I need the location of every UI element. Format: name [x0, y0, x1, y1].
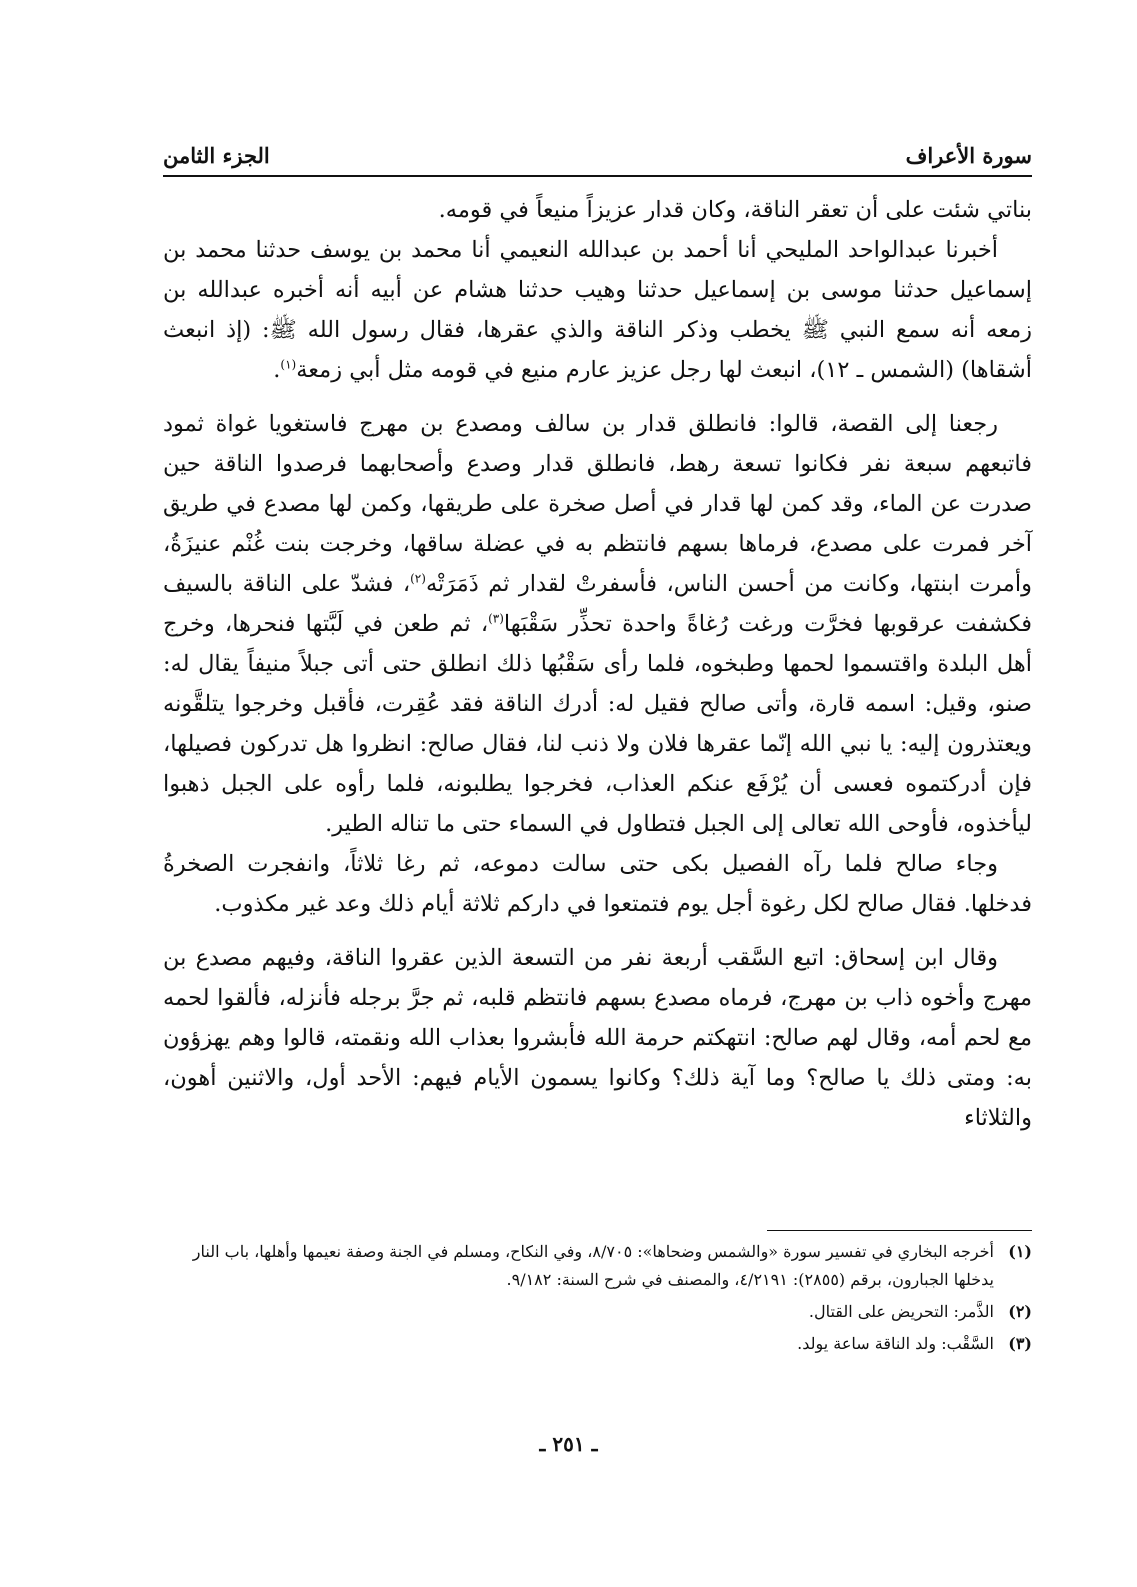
footnote-text: السَّقْب: ولد الناقة ساعة يولد.	[797, 1334, 994, 1353]
footnote-ref: (٣)	[488, 611, 504, 626]
footnote-number: (٣)	[1008, 1334, 1032, 1353]
paragraph: رجعنا إلى القصة، قالوا: فانطلق قدار بن سالف ومصدع بن مهرج فاستغويا غواة ثمود فاتبعهم سبعة نفر فكانوا تسعة رهط، فانطلق قدار وصدع وأصحابهما فرصدوا الناقة حين صدرت عن الماء، وقد كمن لها قدار في أصل صخرة على طريقها، وكمن لها مصدع في طريق آخر فمرت على مصدع، فرماها بسهم فانتظم به في عضلة ساقها، وخرجت بنت غُنْم عنيزَةُ، وأمرت ابنتها، وكانت من أحسن الناس، فأسفرتْ لقدار ثم ذَمَرَتْه$^{(٢)}$، فشدّ على الناقة بالسيف فكشفت عرقوبها فخرَّت ورغت رُغاةً واحدة تحذِّر سَقْبَها$^{(٣)}$، ثم طعن في لَبَّتها فنحرها، وخرج أهل البلدة واقتسموا لحمها وطبخوه، فلما رأى سَقْبُها ذلك انطلق حتى أتى جبلاً منيفاً يقال له: صنو، وقيل: اسمه قارة، وأتى صالح فقيل له: أدرك الناقة فقد عُقِرت، فأقبل وخرجوا يتلقَّونه ويعتذرون إليه: يا نبي الله إنّما عقرها فلان ولا ذنب لنا، فقال صالح: انظروا هل تدركون فصيلها، فإن أدركتموه فعسى أن يُرْفَع عنكم العذاب، فخرجوا يطلبونه، فلما رأوه على الجبل ذهبوا ليأخذوه، فأوحى الله تعالى إلى الجبل فتطاول في السماء حتى ما تناله الطير.	[163, 411, 1032, 837]
footnote-number: (٢)	[1008, 1302, 1032, 1321]
part-title: الجزء الثامن	[163, 143, 270, 168]
paragraph: وجاء صالح فلما رآه الفصيل بكى حتى سالت دموعه، ثم رغا ثلاثاً، وانفجرت الصخرةُ فدخلها. فقال صالح لكل رغوة أجل يوم فتمتعوا في داركم ثلاثة أيام ذلك وعد غير مكذوب.	[163, 851, 1032, 917]
footnote-text: الذَّمر: التحريض على القتال.	[808, 1302, 994, 1321]
footnote-ref: (١)	[280, 357, 297, 372]
footnote-number: (١)	[1008, 1242, 1032, 1261]
footnote	[163, 1238, 1032, 1294]
surah-title: سورة الأعراف	[905, 143, 1032, 168]
footnotes	[163, 1238, 1032, 1362]
header-divider	[163, 175, 1032, 177]
footnote-text: أخرجه البخاري في تفسير سورة «والشمس وضحاها»: ٨/٧٠٥، وفي النكاح، ومسلم في الجنة وصفة نعيمها وأهلها، باب النار يدخلها الجبارون، برقم (٢٨٥٥): ٤/٢١٩١، والمصنف في شرح السنة: ٩/١٨٢.	[192, 1242, 994, 1289]
footnote-divider	[767, 1230, 1032, 1231]
paragraph: أخبرنا عبدالواحد المليحي أنا أحمد بن عبدالله النعيمي أنا محمد بن يوسف حدثنا محمد بن إسماعيل حدثنا موسى بن إسماعيل حدثنا وهيب حدثنا هشام عن أبيه أنه أخبره عبدالله بن زمعه أنه سمع النبي ﷺ يخطب وذكر الناقة والذي عقرها، فقال رسول الله ﷺ: (إذ انبعث أشقاها) (الشمس ـ ١٢)، انبعث لها رجل عزيز عارم منيع في قومه مثل أبي زمعة$^{(١)}$.	[163, 237, 1032, 383]
running-header	[163, 138, 1032, 168]
page-number: ـ ٢٥١ ـ	[539, 1432, 598, 1456]
footnote-ref: (٢)	[410, 571, 426, 586]
paragraph: بناتي شئت على أن تعقر الناقة، وكان قدار عزيزاً منيعاً في قومه.	[438, 197, 1032, 223]
footnote	[163, 1298, 1032, 1326]
main-text	[163, 190, 1032, 1138]
footnote	[163, 1330, 1032, 1358]
paragraph: وقال ابن إسحاق: اتبع السَّقب أربعة نفر من التسعة الذين عقروا الناقة، وفيهم مصدع بن مهرج وأخوه ذاب بن مهرج، فرماه مصدع بسهم فانتظم قلبه، ثم جرَّ برجله فأنزله، فألقوا لحمه مع لحم أمه، وقال لهم صالح: انتهكتم حرمة الله فأبشروا بعذاب الله ونقمته، قالوا وهم يهزؤون به: ومتى ذلك يا صالح؟ وما آية ذلك؟ وكانوا يسمون الأيام فيهم: الأحد أول، والاثنين أهون، والثلاثاء	[163, 945, 1032, 1131]
